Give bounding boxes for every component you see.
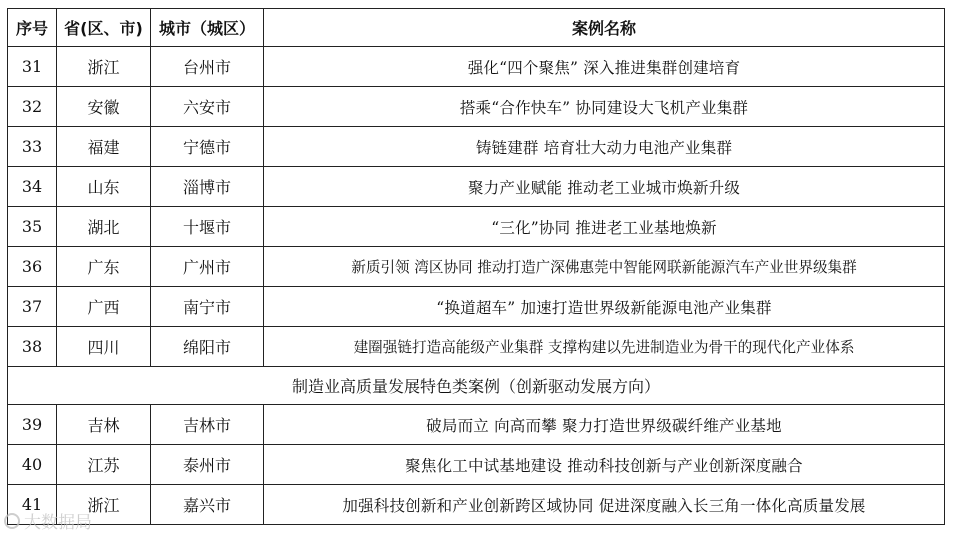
row-case: 新质引领 湾区协同 推动打造广深佛惠莞中智能网联新能源汽车产业世界级集群 — [264, 247, 945, 287]
row-city: 广州市 — [151, 247, 264, 287]
row-city: 南宁市 — [151, 287, 264, 327]
row-case: 建圈强链打造高能级产业集群 支撑构建以先进制造业为骨干的现代化产业体系 — [264, 327, 945, 367]
row-case: 聚焦化工中试基地建设 推动科技创新与产业创新深度融合 — [264, 445, 945, 485]
row-case: 聚力产业赋能 推动老工业城市焕新升级 — [264, 167, 945, 207]
row-no: 41 — [8, 485, 57, 525]
row-no: 31 — [8, 47, 57, 87]
row-no: 32 — [8, 87, 57, 127]
row-case: 搭乘“合作快车” 协同建设大飞机产业集群 — [264, 87, 945, 127]
row-city: 十堰市 — [151, 207, 264, 247]
row-city: 台州市 — [151, 47, 264, 87]
header-no: 序号 — [8, 9, 57, 47]
row-no: 38 — [8, 327, 57, 367]
row-no: 36 — [8, 247, 57, 287]
watermark-logo-icon — [4, 513, 20, 529]
row-no: 33 — [8, 127, 57, 167]
table-row — [8, 207, 945, 247]
case-table — [7, 8, 945, 525]
row-province: 浙江 — [57, 47, 151, 87]
table-row — [8, 87, 945, 127]
row-no: 40 — [8, 445, 57, 485]
row-case: 加强科技创新和产业创新跨区域协同 促进深度融入长三角一体化高质量发展 — [264, 485, 945, 525]
header-province: 省(区、市) — [57, 9, 151, 47]
row-city: 宁德市 — [151, 127, 264, 167]
row-no: 39 — [8, 405, 57, 445]
row-province: 吉林 — [57, 405, 151, 445]
row-province: 湖北 — [57, 207, 151, 247]
row-province: 广东 — [57, 247, 151, 287]
row-province: 福建 — [57, 127, 151, 167]
table-row — [8, 127, 945, 167]
table-row — [8, 287, 945, 327]
table-row — [8, 47, 945, 87]
section-row — [8, 367, 945, 405]
table-row — [8, 247, 945, 287]
row-province: 安徽 — [57, 87, 151, 127]
table-row — [8, 445, 945, 485]
row-no: 37 — [8, 287, 57, 327]
row-city: 淄博市 — [151, 167, 264, 207]
row-province: 山东 — [57, 167, 151, 207]
header-city: 城市（城区） — [151, 9, 264, 47]
watermark-text: 大数据局 — [24, 513, 92, 533]
row-city: 六安市 — [151, 87, 264, 127]
table-row — [8, 167, 945, 207]
table-row — [8, 485, 945, 525]
row-city: 吉林市 — [151, 405, 264, 445]
row-city: 嘉兴市 — [151, 485, 264, 525]
row-province: 四川 — [57, 327, 151, 367]
row-case: “换道超车” 加速打造世界级新能源电池产业集群 — [264, 287, 945, 327]
row-case: 强化“四个聚焦” 深入推进集群创建培育 — [264, 47, 945, 87]
row-province: 浙江 — [57, 485, 151, 525]
row-city: 绵阳市 — [151, 327, 264, 367]
row-city: 泰州市 — [151, 445, 264, 485]
row-case: 铸链建群 培育壮大动力电池产业集群 — [264, 127, 945, 167]
row-case: “三化”协同 推进老工业基地焕新 — [264, 207, 945, 247]
table-row — [8, 405, 945, 445]
row-province: 江苏 — [57, 445, 151, 485]
row-no: 35 — [8, 207, 57, 247]
table-header-row — [8, 9, 945, 47]
table-row — [8, 327, 945, 367]
header-case: 案例名称 — [264, 9, 945, 47]
watermark — [4, 508, 92, 533]
row-province: 广西 — [57, 287, 151, 327]
row-no: 34 — [8, 167, 57, 207]
section-title: 制造业高质量发展特色类案例（创新驱动发展方向） — [8, 367, 945, 405]
row-case: 破局而立 向高而攀 聚力打造世界级碳纤维产业基地 — [264, 405, 945, 445]
